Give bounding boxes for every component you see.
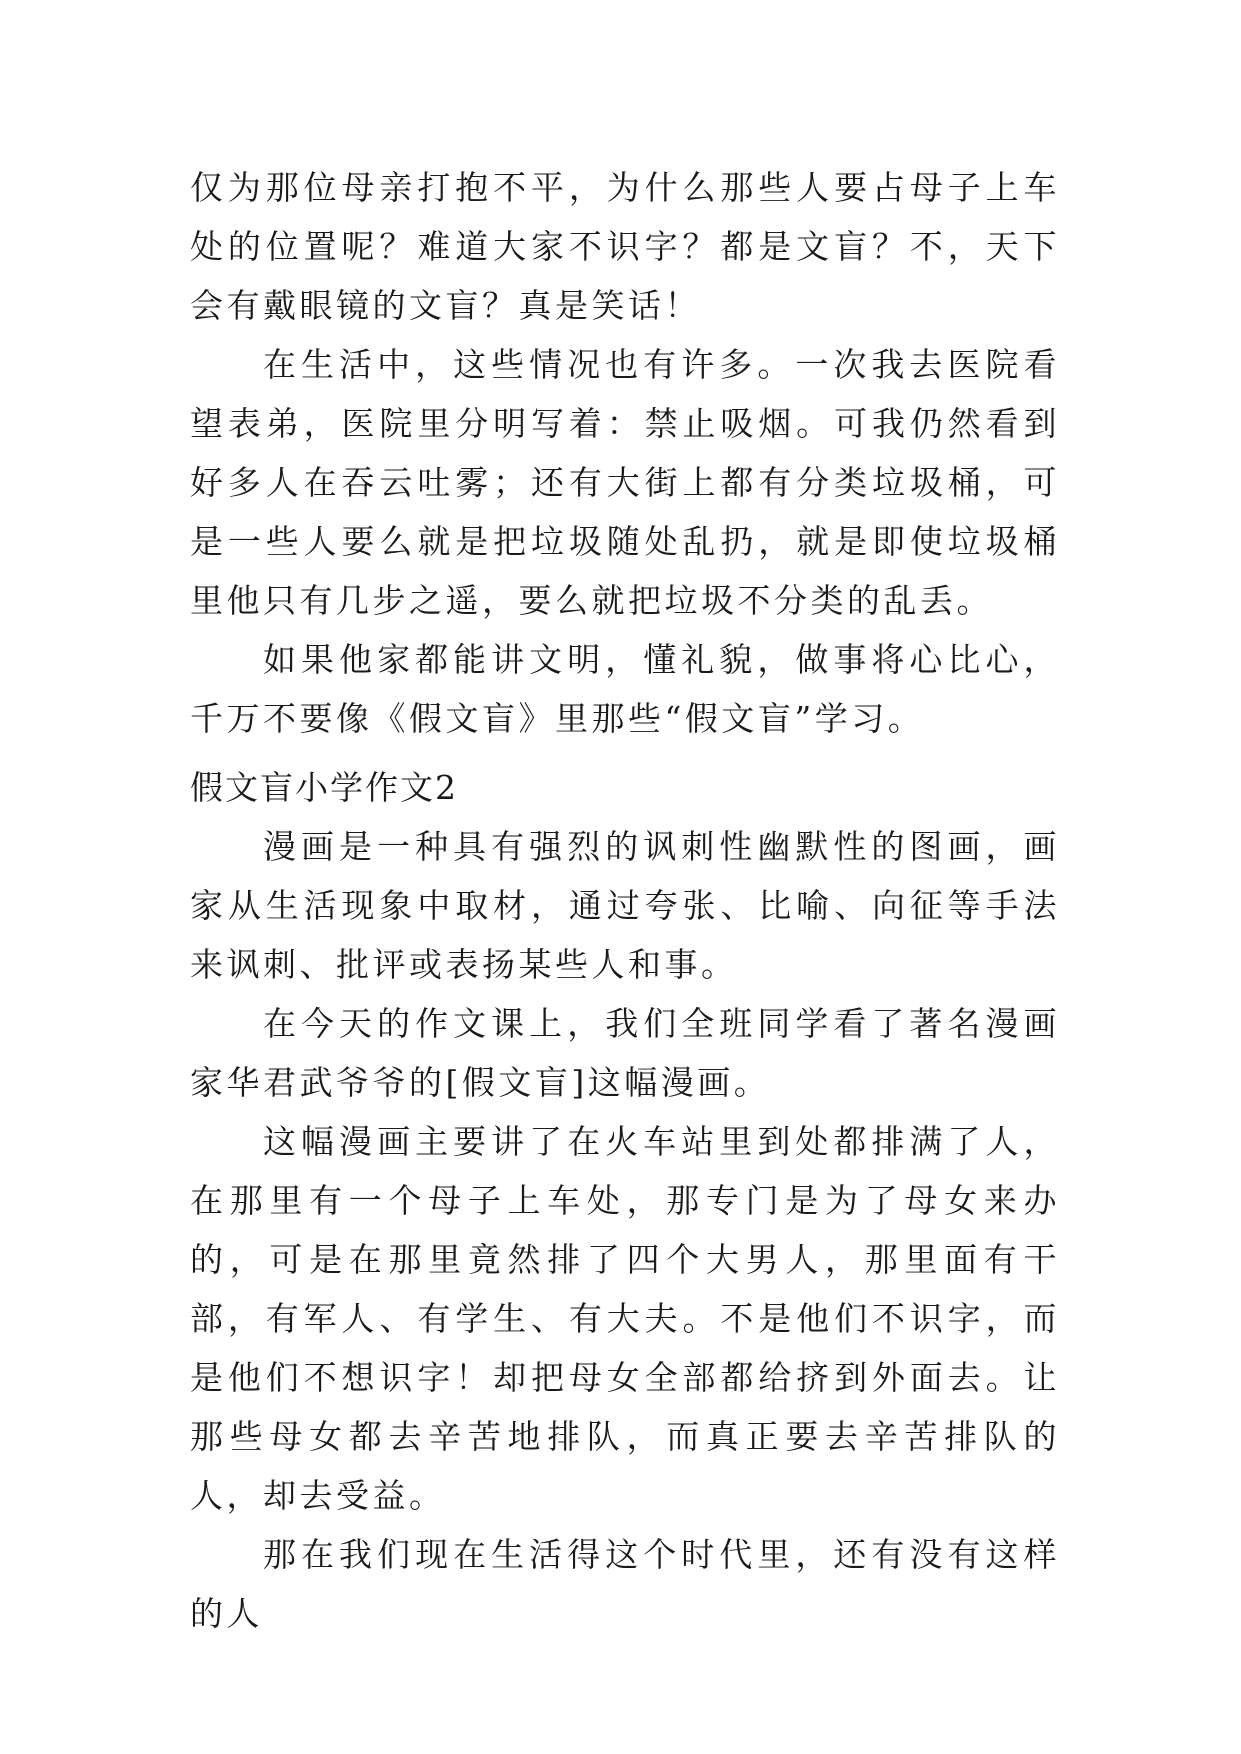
paragraph-comic-definition: 漫画是一种具有强烈的讽刺性幽默性的图画，画家从生活现象中取材，通过夸张、比喻、向征等手法来讽刺、批评或表扬某些人和事。 [190,827,1060,984]
paragraph-comic-content: 这幅漫画主要讲了在火车站里到处都排满了人，在那里有一个母子上车处，那专门是为了母女来办的，可是在那里竟然排了四个大男人，那里面有干部，有军人、有学生、有大夫。不是他们不识字，而是他们不想识字！却把母女全部都给挤到外面去。让那些母女都去辛苦地排队，而真正要去辛苦排队的人，却去受益。 [190,1122,1060,1515]
paragraph-modern-reflection: 那在我们现在生活得这个时代里，还有没有这样的人 [190,1535,1060,1633]
paragraph-continuation: 仅为那位母亲打抱不平，为什么那些人要占母子上车处的位置呢？难道大家不识字？都是文盲？不，天下会有戴眼镜的文盲？真是笑话！ [190,168,1060,325]
essay-section-1 [190,158,1060,748]
paragraph-life-situations: 在生活中，这些情况也有许多。一次我去医院看望表弟，医院里分明写着：禁止吸烟。可我仍然看到好多人在吞云吐雾；还有大街上都有分类垃圾桶，可是一些人要么就是把垃圾随处乱扔，就是即使垃圾桶里他只有几步之遥，要么就把垃圾不分类的乱丢。 [190,345,1060,620]
paragraph-class-intro: 在今天的作文课上，我们全班同学看了著名漫画家华君武爷爷的[假文盲]这幅漫画。 [190,1004,1060,1102]
essay-heading: 假文盲小学作文2 [190,768,458,807]
essay-section-2 [190,758,1060,1643]
paragraph-conclusion: 如果他家都能讲文明，懂礼貌，做事将心比心，千万不要像《假文盲》里那些“假文盲”学习。 [190,640,1060,738]
